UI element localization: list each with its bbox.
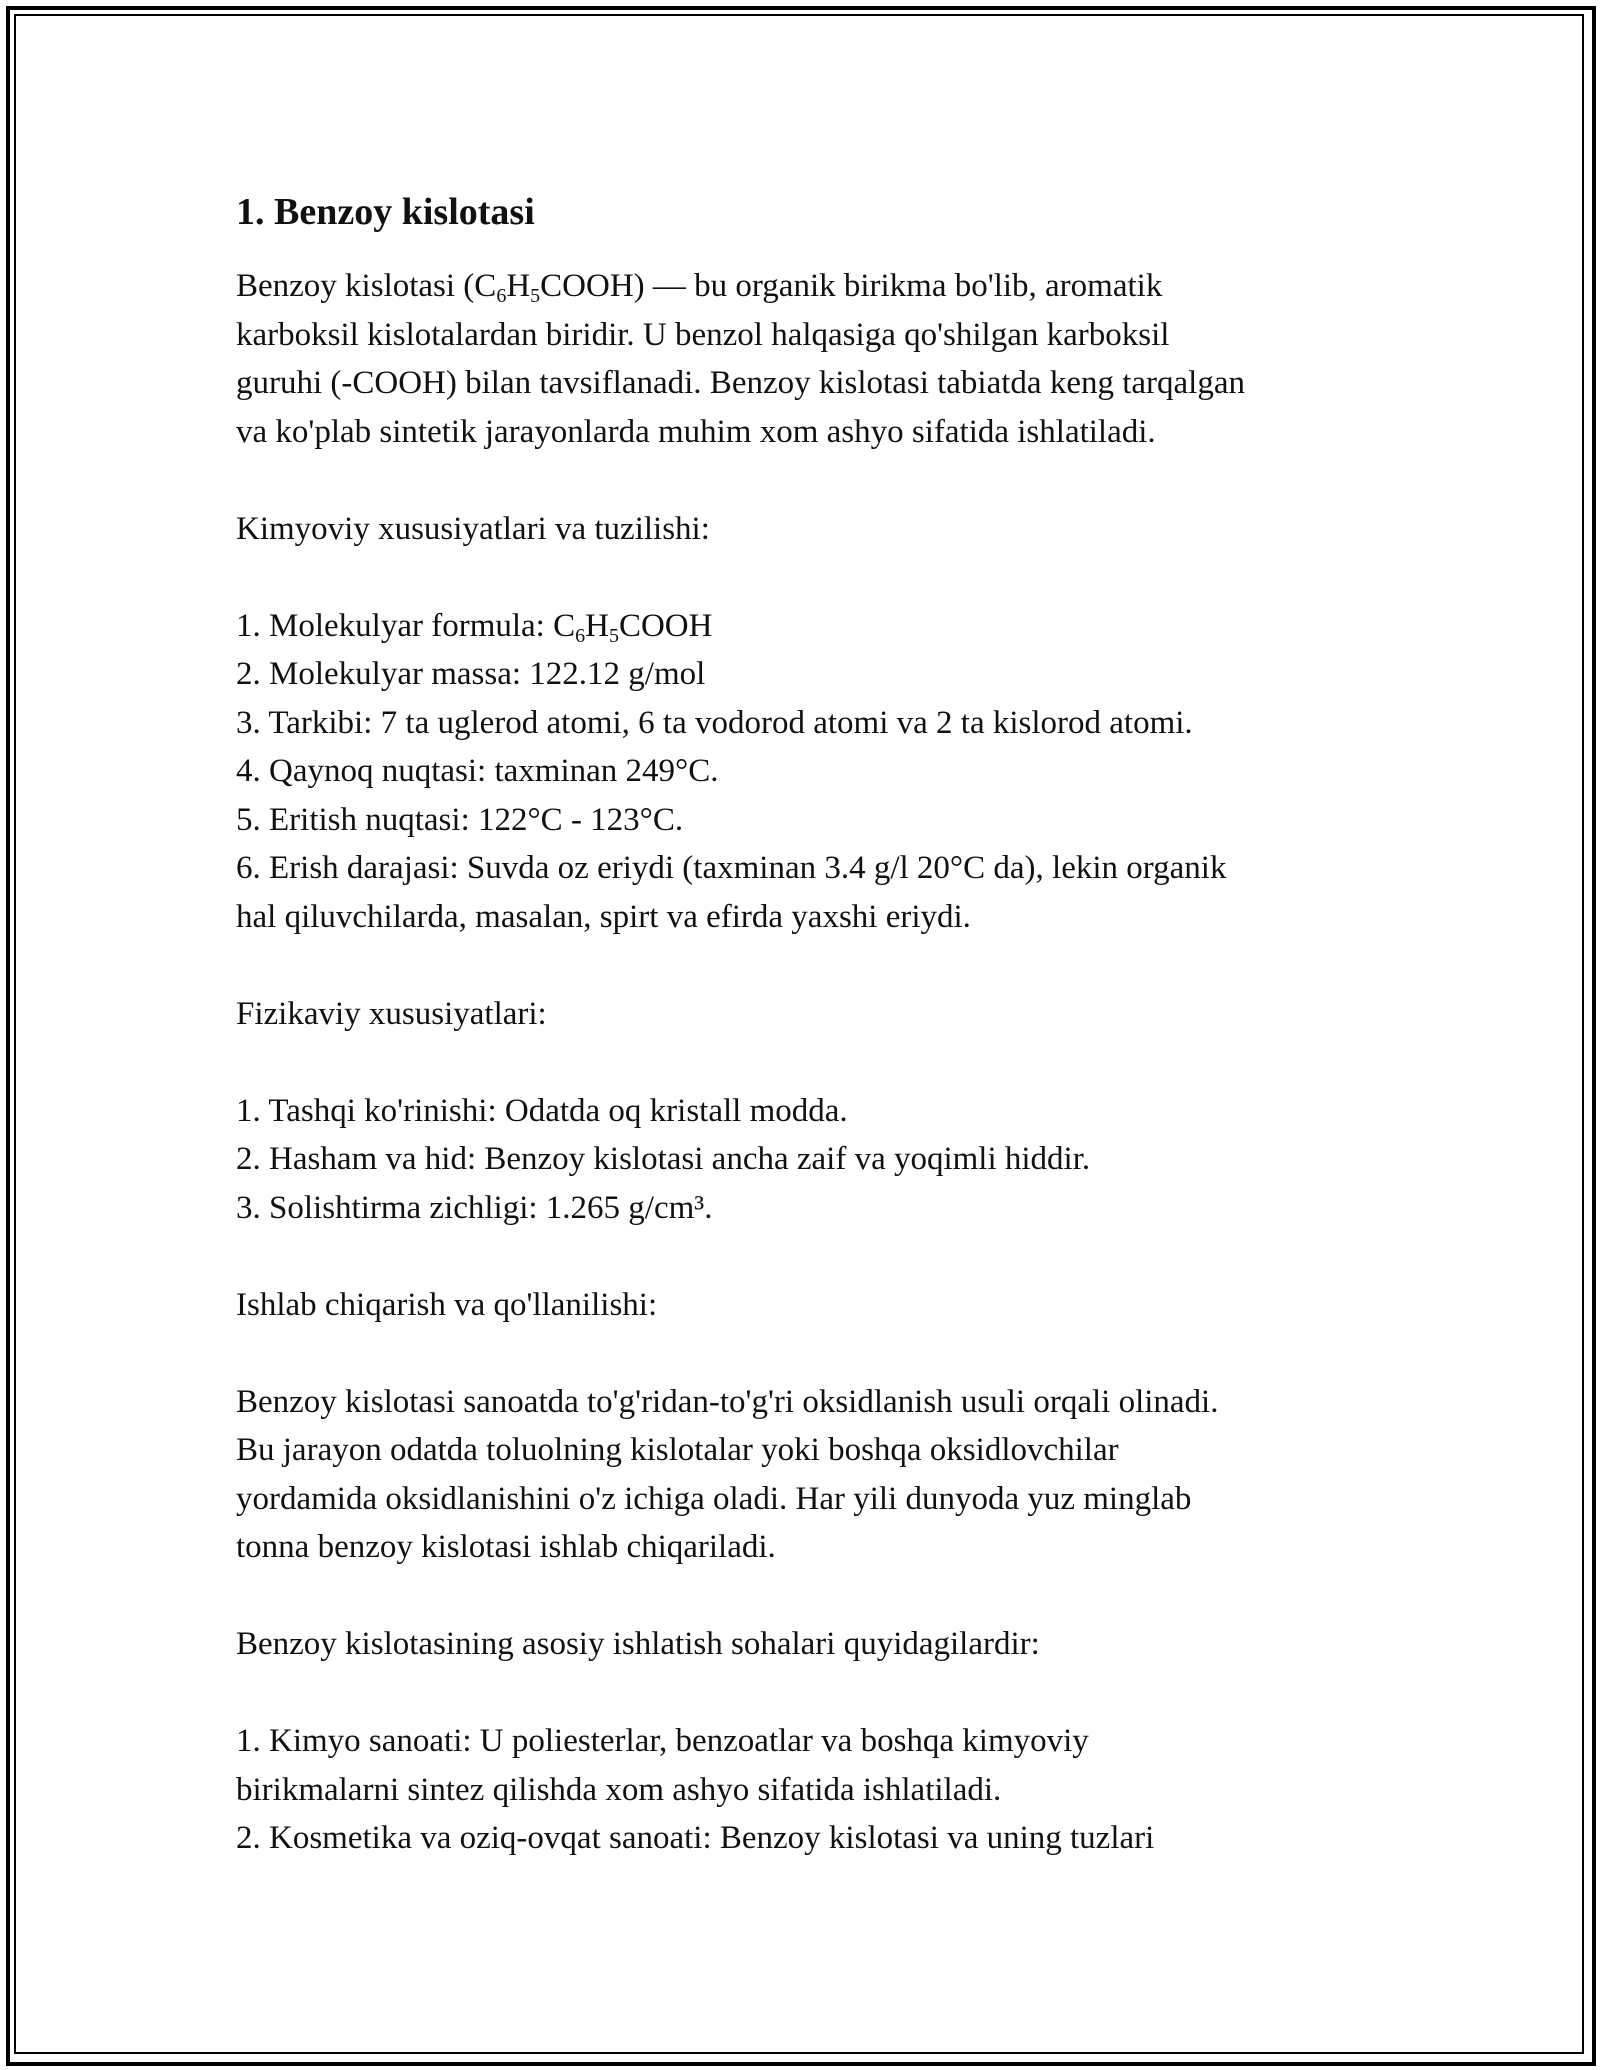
list-item: 3. Tarkibi: 7 ta uglerod atomi, 6 ta vodorod atomi va 2 ta kislorod atomi. <box>236 704 1193 741</box>
list-item: 5. Eritish nuqtasi: 122°C - 123°C. <box>236 801 684 838</box>
section-title-chemical: Kimyoviy xususiyatlari va tuzilishi: <box>236 510 710 547</box>
list-item: 1. Kimyo sanoati: U poliesterlar, benzoatlar va boshqa kimyoviy <box>236 1723 1089 1759</box>
intro-line-2: karboksil kislotalardan biridir. U benzol halqasiga qo'shilgan karboksil <box>236 316 1170 353</box>
list-item-continuation: hal qiluvchilarda, masalan, spirt va efirda yaxshi eriydi. <box>236 898 971 935</box>
intro-paragraph <box>236 262 1396 456</box>
list-item: 3. Solishtirma zichligi: 1.265 g/cm³. <box>236 1189 713 1226</box>
section-title-physical: Fizikaviy xususiyatlari: <box>236 995 547 1032</box>
production-paragraph <box>236 1378 1396 1572</box>
document-heading: 1. Benzoy kislotasi <box>236 191 535 233</box>
list-item: 2. Kosmetika va oziq-ovqat sanoati: Benzoy kislotasi va uning tuzlari <box>236 1820 1155 1856</box>
production-line-4: tonna benzoy kislotasi ishlab chiqariladi. <box>236 1529 776 1565</box>
section-title-production: Ishlab chiqarish va qo'llanilishi: <box>236 1286 658 1323</box>
intro-line-1: Benzoy kislotasi $(C_6H_5COOH)$ — bu organik birikma bo'lib, aromatik <box>236 268 1163 307</box>
production-line-1: Benzoy kislotasi sanoatda to'g'ridan-to'g'ri oksidlanish usuli orqali olinadi. <box>236 1383 1219 1420</box>
intro-line-3: guruhi (-COOH) bilan tavsiflanadi. Benzoy kislotasi tabiatda keng tarqalgan <box>236 365 1245 401</box>
list-item: 6. Erish darajasi: Suvda oz eriydi (taxminan 3.4 g/l 20°C da), lekin organik <box>236 850 1227 886</box>
list-item-continuation: birikmalarni sintez qilishda xom ashyo sifatida ishlatiladi. <box>236 1771 1002 1808</box>
physical-properties-list <box>236 1087 1396 1233</box>
list-item: 1. Molekulyar formula: $C_6H_5COOH$ <box>236 607 713 647</box>
document-body <box>236 186 1396 1863</box>
production-line-3: yordamida oksidlanishini o'z ichiga oladi. Har yili dunyoda yuz minglab <box>236 1480 1192 1517</box>
chemical-properties-list <box>236 602 1396 942</box>
intro-line-4: va ko'plab sintetik jarayonlarda muhim xom ashyo sifatida ishlatiladi. <box>236 413 1156 450</box>
production-line-2: Bu jarayon odatda toluolning kislotalar yoki boshqa oksidlovchilar <box>236 1432 1119 1468</box>
list-item: 2. Hasham va hid: Benzoy kislotasi ancha zaif va yoqimli hiddir. <box>236 1141 1091 1177</box>
list-item: 1. Tashqi ko'rinishi: Odatda oq kristall modda. <box>236 1092 848 1129</box>
list-item: 2. Molekulyar massa: 122.12 g/mol <box>236 656 706 692</box>
uses-list <box>236 1717 1396 1863</box>
section-title-uses: Benzoy kislotasining asosiy ishlatish sohalari quyidagilardir: <box>236 1626 1040 1662</box>
list-item: 4. Qaynoq nuqtasi: taxminan 249°C. <box>236 753 719 789</box>
